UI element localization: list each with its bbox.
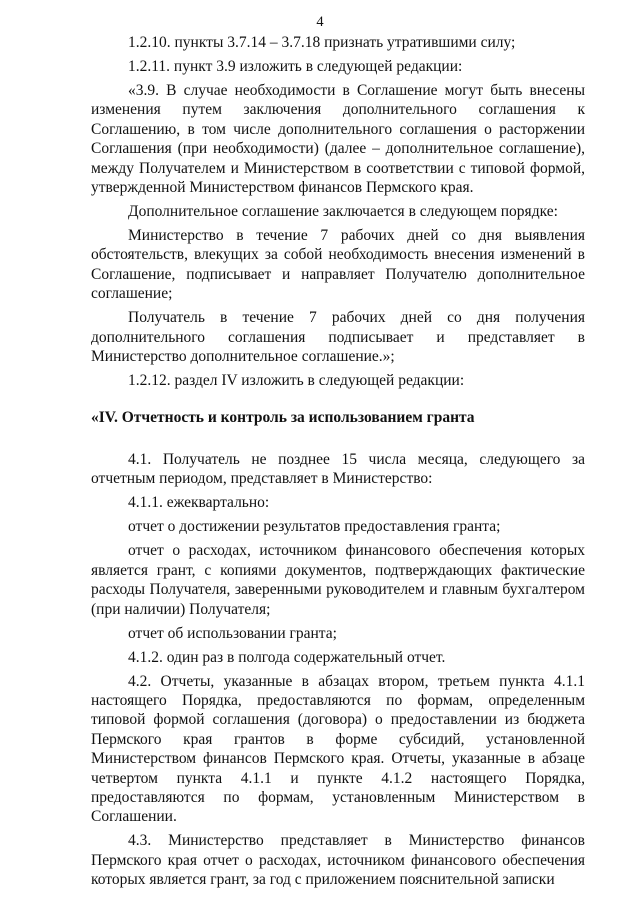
paragraph: 4.3. Министерство представляет в Министерство финансов Пермского края отчет о расходах, источником финансового обеспечения которых является грант, за год с приложением пояснительной записки xyxy=(91,832,585,889)
page-number: 4 xyxy=(316,14,324,30)
paragraph: Министерство в течение 7 рабочих дней со дня выявления обстоятельств, влекущих за собой необходимость внесения изменений в Соглашение, подписывает и направляет Получателю дополнительное соглашение; xyxy=(91,227,585,303)
paragraph: 1.2.11. пункт 3.9 изложить в следующей редакции: xyxy=(128,58,463,75)
paragraph: 4.2. Отчеты, указанные в абзацах втором, третьем пункта 4.1.1 настоящего Порядка, предоставляются по формам, определенным типовой формой соглашения (договора) о предоставлении из бюджета Пермского края грантов в форме субсидий, установленной Министерством финансов Пермского края. Отчеты, указанные в абзаце четвертом пункта 4.1.1 и пункте 4.1.2 настоящего Порядка, предоставляются по формам, установленным Министерством в Соглашении. xyxy=(91,672,585,826)
paragraph: 4.1.2. один раз в полгода содержательный отчет. xyxy=(128,648,446,666)
paragraph: отчет об использовании гранта; xyxy=(128,624,337,642)
paragraph: 4.1. Получатель не позднее 15 числа месяца, следующего за отчетным периодом, представляет в Министерство: xyxy=(91,450,585,488)
document-body xyxy=(91,33,585,894)
paragraph: отчет о расходах, источником финансового обеспечения которых является грант, с копиями документов, подтверждающих фактические расходы Получателя, заверенными руководителем и главным бухгалтером (при наличии) Получателя; xyxy=(91,542,585,618)
paragraph: 1.2.12. раздел IV изложить в следующей редакции: xyxy=(128,372,465,390)
paragraph: «3.9. В случае необходимости в Соглашение могут быть внесены изменения путем заключения дополнительного соглашения к Соглашению, в том числе дополнительного соглашения о расторжении Соглашения (при необходимости) (далее – дополнительное соглашение), между Получателем и Министерством в соответствии с типовой формой, утвержденной Министерством финансов Пермского края. xyxy=(91,82,585,197)
paragraph: Дополнительное соглашение заключается в следующем порядке: xyxy=(128,203,558,221)
paragraph: 4.1.1. ежеквартально: xyxy=(128,494,270,512)
paragraph: Получатель в течение 7 рабочих дней со дня получения дополнительного соглашения подписывает и представляет в Министерство дополнительное соглашение.»; xyxy=(91,309,585,366)
paragraph: 1.2.10. пункты 3.7.14 – 3.7.18 признать утратившими силу; xyxy=(128,34,516,51)
paragraph: отчет о достижении результатов предоставления гранта; xyxy=(128,518,501,536)
section-heading: «IV. Отчетность и контроль за использованием гранта xyxy=(91,409,475,427)
